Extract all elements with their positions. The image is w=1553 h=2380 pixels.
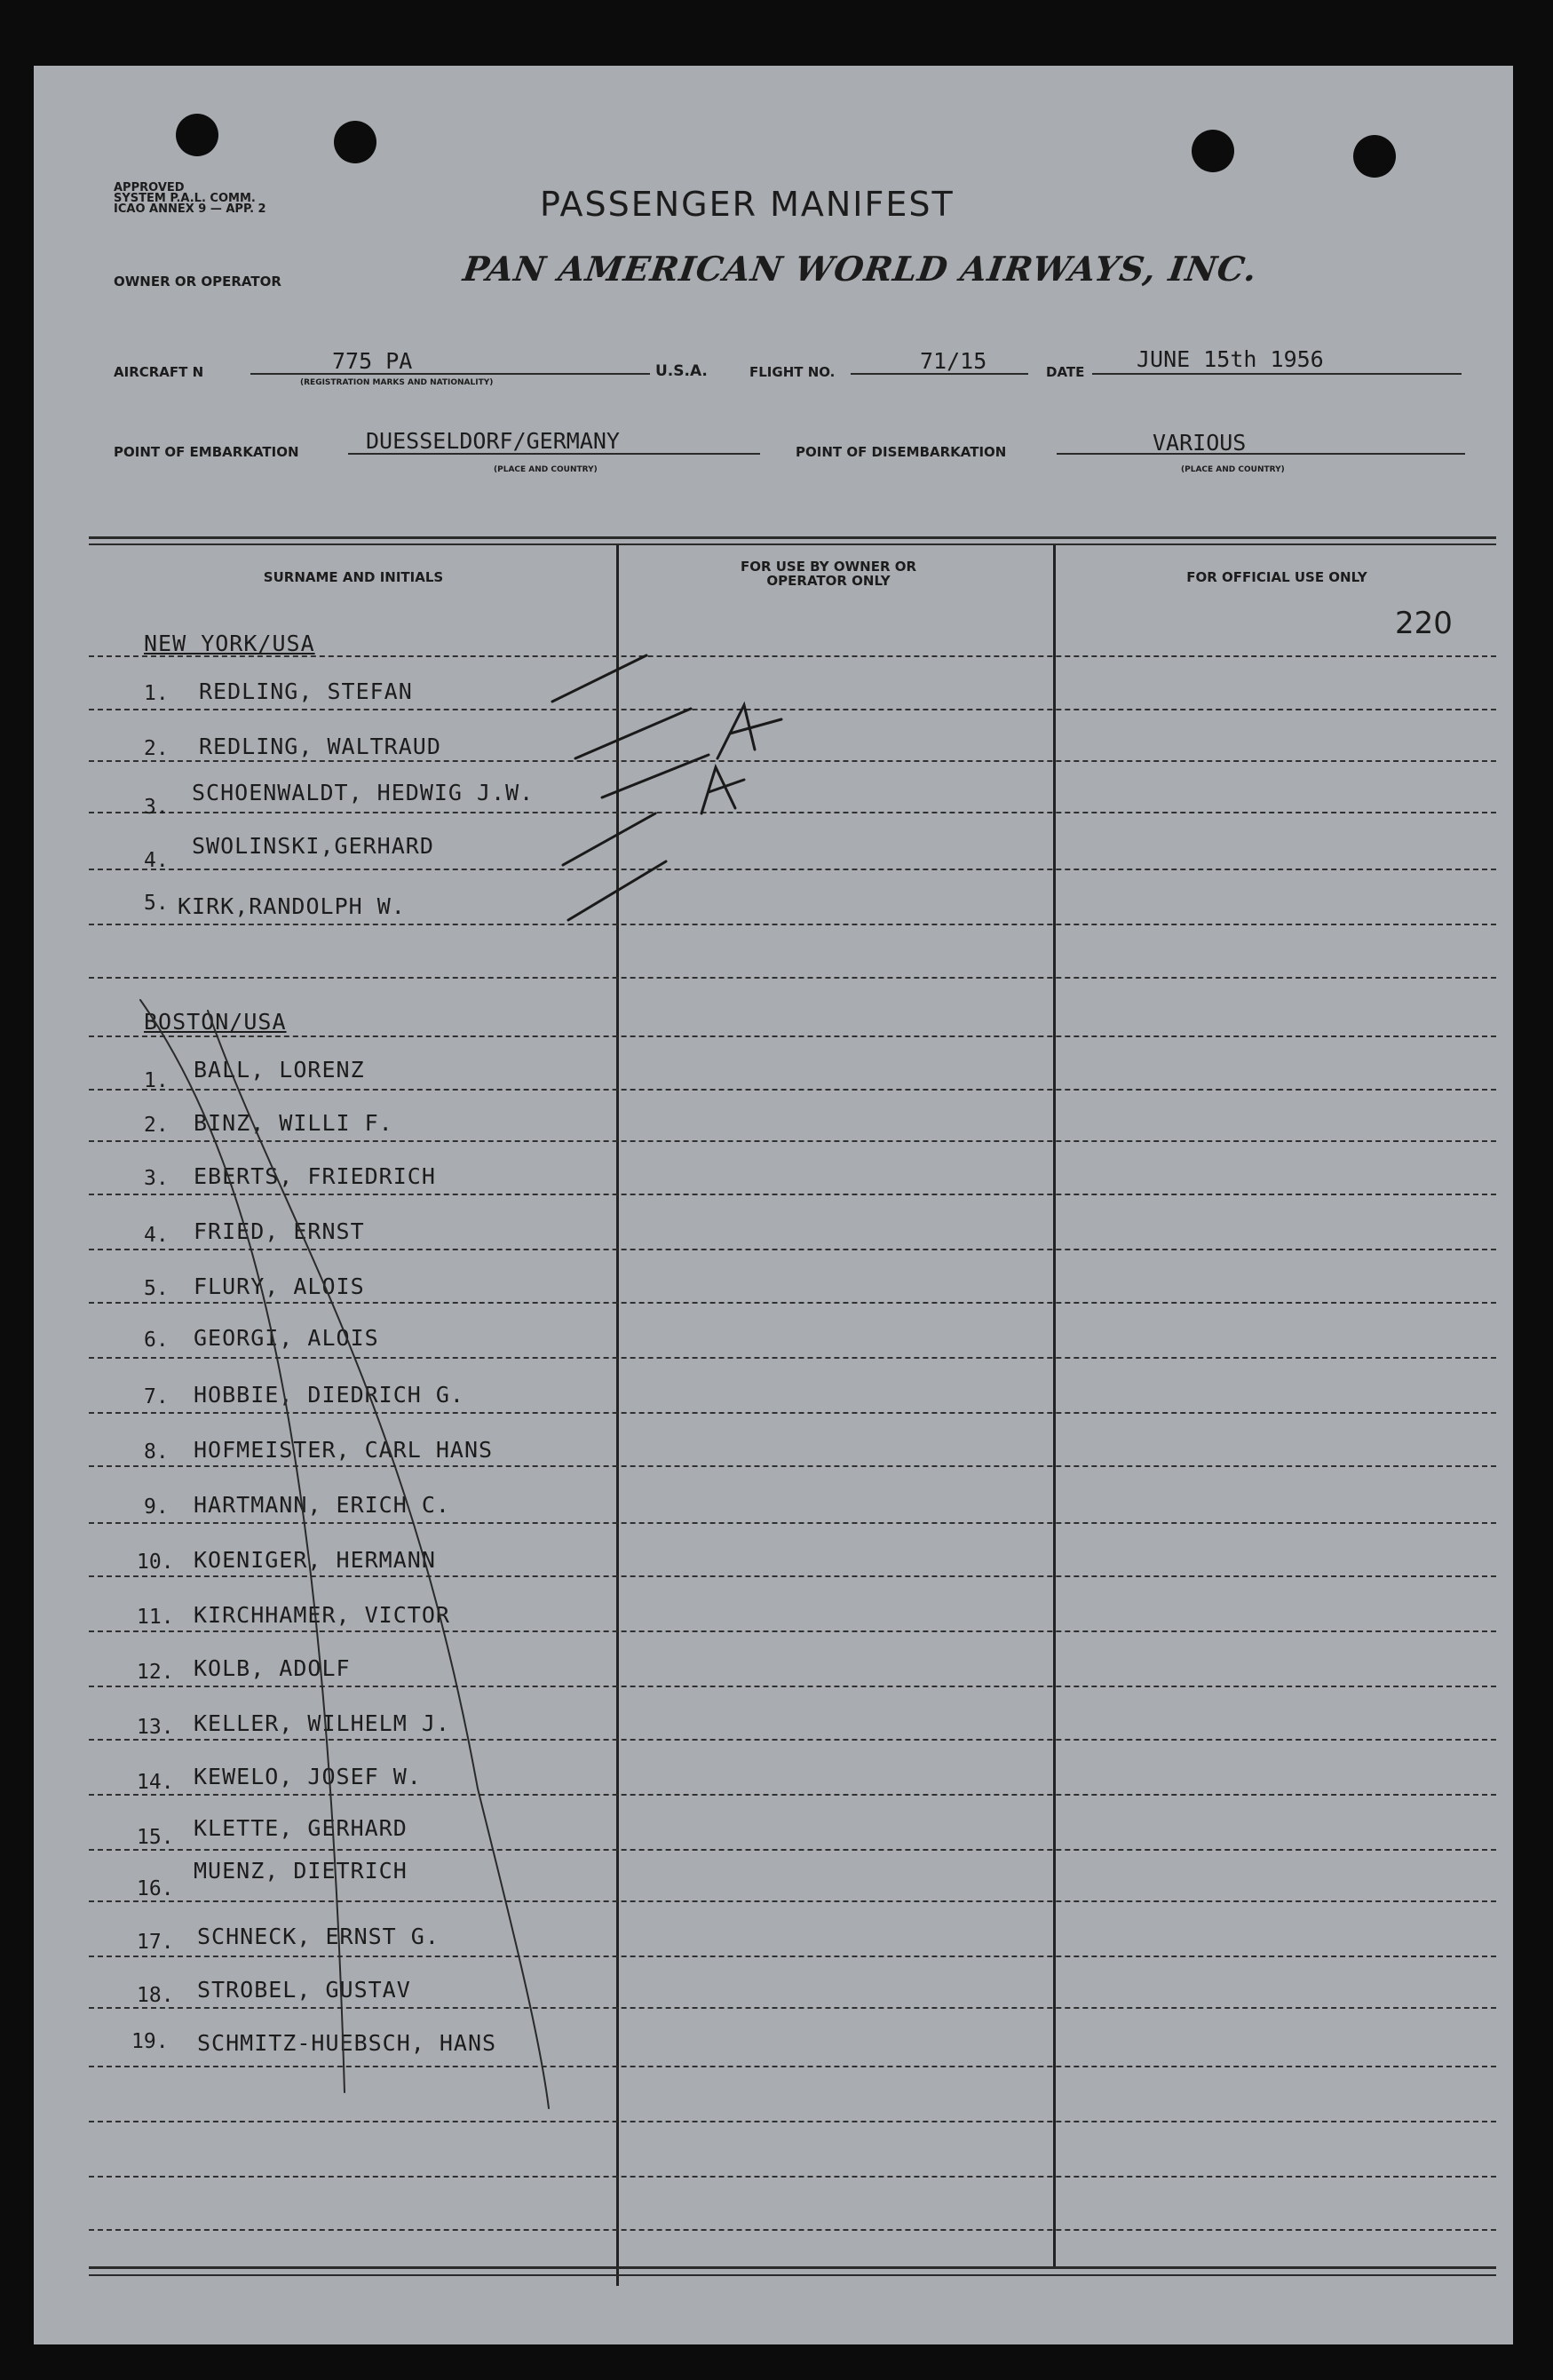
aircraft-caption: (REGISTRATION MARKS AND NATIONALITY) <box>300 378 494 387</box>
passenger-number: 18. <box>137 1984 174 2007</box>
passenger-number: 11. <box>137 1606 174 1629</box>
pen-initial-mark <box>717 705 781 758</box>
passenger-number: 16. <box>137 1877 174 1900</box>
passenger-number: 4. <box>144 849 169 872</box>
passenger-number: 19. <box>131 2030 169 2053</box>
passenger-name: HOFMEISTER, CARL HANS <box>194 1437 494 1463</box>
passenger-number: 7. <box>144 1385 169 1408</box>
pen-initial-mark <box>701 767 744 813</box>
pen-strike-line <box>140 1000 345 2092</box>
passenger-name: BALL, LORENZ <box>194 1057 365 1083</box>
passenger-name: MUENZ, DIETRICH <box>194 1858 408 1884</box>
passenger-name: KIRK,RANDOLPH W. <box>178 893 406 919</box>
passenger-name: KIRCHHAMER, VICTOR <box>194 1602 450 1628</box>
pen-check-mark <box>568 861 666 920</box>
passenger-number: 2. <box>144 737 169 760</box>
form-title: PASSENGER MANIFEST <box>540 185 955 224</box>
passenger-number: 5. <box>144 892 169 915</box>
passenger-number: 4. <box>144 1224 169 1247</box>
passenger-number: 3. <box>144 796 169 819</box>
approval-line: APPROVED <box>114 181 185 194</box>
disembarkation-value: VARIOUS <box>1153 430 1247 456</box>
disembarkation-caption: (PLACE AND COUNTRY) <box>1181 465 1285 474</box>
passenger-name: FLURY, ALOIS <box>194 1273 365 1299</box>
date-label: DATE <box>1046 364 1085 380</box>
approval-line: SYSTEM P.A.L. COMM. <box>114 192 256 205</box>
aircraft-label: AIRCRAFT N <box>114 364 204 380</box>
passenger-name: REDLING, STEFAN <box>199 678 413 704</box>
passenger-name: SCHOENWALDT, HEDWIG J.W. <box>192 780 535 805</box>
pen-strike-line <box>208 1011 549 2108</box>
passenger-name: STROBEL, GUSTAV <box>197 1977 411 2003</box>
passenger-name: KOLB, ADOLF <box>194 1655 351 1681</box>
pen-check-mark <box>563 813 655 865</box>
passenger-number: 8. <box>144 1440 169 1464</box>
column-header-owner-use: FOR USE BY OWNER OR OPERATOR ONLY <box>740 559 917 589</box>
passenger-number: 6. <box>144 1329 169 1352</box>
flight-label: FLIGHT NO. <box>749 364 836 380</box>
disembarkation-label: POINT OF DISEMBARKATION <box>796 444 1007 460</box>
official-number: 220 <box>1395 606 1453 641</box>
passenger-name: KEWELO, JOSEF W. <box>194 1764 422 1789</box>
passenger-number: 2. <box>144 1114 169 1137</box>
passenger-name: FRIED, ERNST <box>194 1218 365 1244</box>
passenger-number: 1. <box>144 682 169 705</box>
manifest-sheet <box>34 66 1513 2344</box>
handwritten-marks <box>34 66 1513 2344</box>
pen-check-mark <box>552 655 646 702</box>
embarkation-caption: (PLACE AND COUNTRY) <box>494 465 598 474</box>
aircraft-nationality: U.S.A. <box>655 362 708 380</box>
passenger-number: 1. <box>144 1069 169 1092</box>
passenger-number: 13. <box>137 1716 174 1739</box>
destination-heading: NEW YORK/USA <box>144 631 315 656</box>
owner-value: PAN AMERICAN WORLD AIRWAYS, INC. <box>460 249 1261 289</box>
embarkation-label: POINT OF EMBARKATION <box>114 444 299 460</box>
aircraft-value: 775 PA <box>332 348 413 374</box>
embarkation-value: DUESSELDORF/GERMANY <box>366 428 620 454</box>
passenger-name: KLETTE, GERHARD <box>194 1815 408 1841</box>
column-header-official-use: FOR OFFICIAL USE ONLY <box>1186 569 1367 585</box>
destination-heading: BOSTON/USA <box>144 1009 287 1035</box>
approval-line: ICAO ANNEX 9 — APP. 2 <box>114 202 266 216</box>
passenger-name: SWOLINSKI,GERHARD <box>192 833 434 859</box>
owner-label: OWNER OR OPERATOR <box>114 274 281 290</box>
passenger-name: GEORGI, ALOIS <box>194 1325 379 1351</box>
passenger-name: KOENIGER, HERMANN <box>194 1547 436 1573</box>
passenger-name: BINZ, WILLI F. <box>194 1110 393 1136</box>
passenger-number: 14. <box>137 1771 174 1794</box>
passenger-number: 15. <box>137 1826 174 1849</box>
passenger-number: 3. <box>144 1167 169 1190</box>
passenger-name: KELLER, WILHELM J. <box>194 1710 450 1736</box>
column-header-surname: SURNAME AND INITIALS <box>263 569 444 585</box>
passenger-number: 10. <box>137 1551 174 1574</box>
passenger-name: HOBBIE, DIEDRICH G. <box>194 1382 464 1408</box>
pen-check-mark <box>575 709 691 758</box>
passenger-number: 9. <box>144 1495 169 1519</box>
pen-check-mark <box>602 755 709 797</box>
passenger-name: EBERTS, FRIEDRICH <box>194 1163 436 1189</box>
passenger-name: SCHMITZ-HUEBSCH, HANS <box>197 2030 497 2056</box>
date-value: JUNE 15th 1956 <box>1137 346 1324 372</box>
passenger-name: REDLING, WALTRAUD <box>199 734 441 759</box>
passenger-number: 12. <box>137 1661 174 1684</box>
passenger-name: SCHNECK, ERNST G. <box>197 1924 440 1949</box>
passenger-number: 5. <box>144 1277 169 1300</box>
passenger-number: 17. <box>137 1931 174 1954</box>
passenger-name: HARTMANN, ERICH C. <box>194 1492 450 1518</box>
flight-value: 71/15 <box>920 348 987 374</box>
